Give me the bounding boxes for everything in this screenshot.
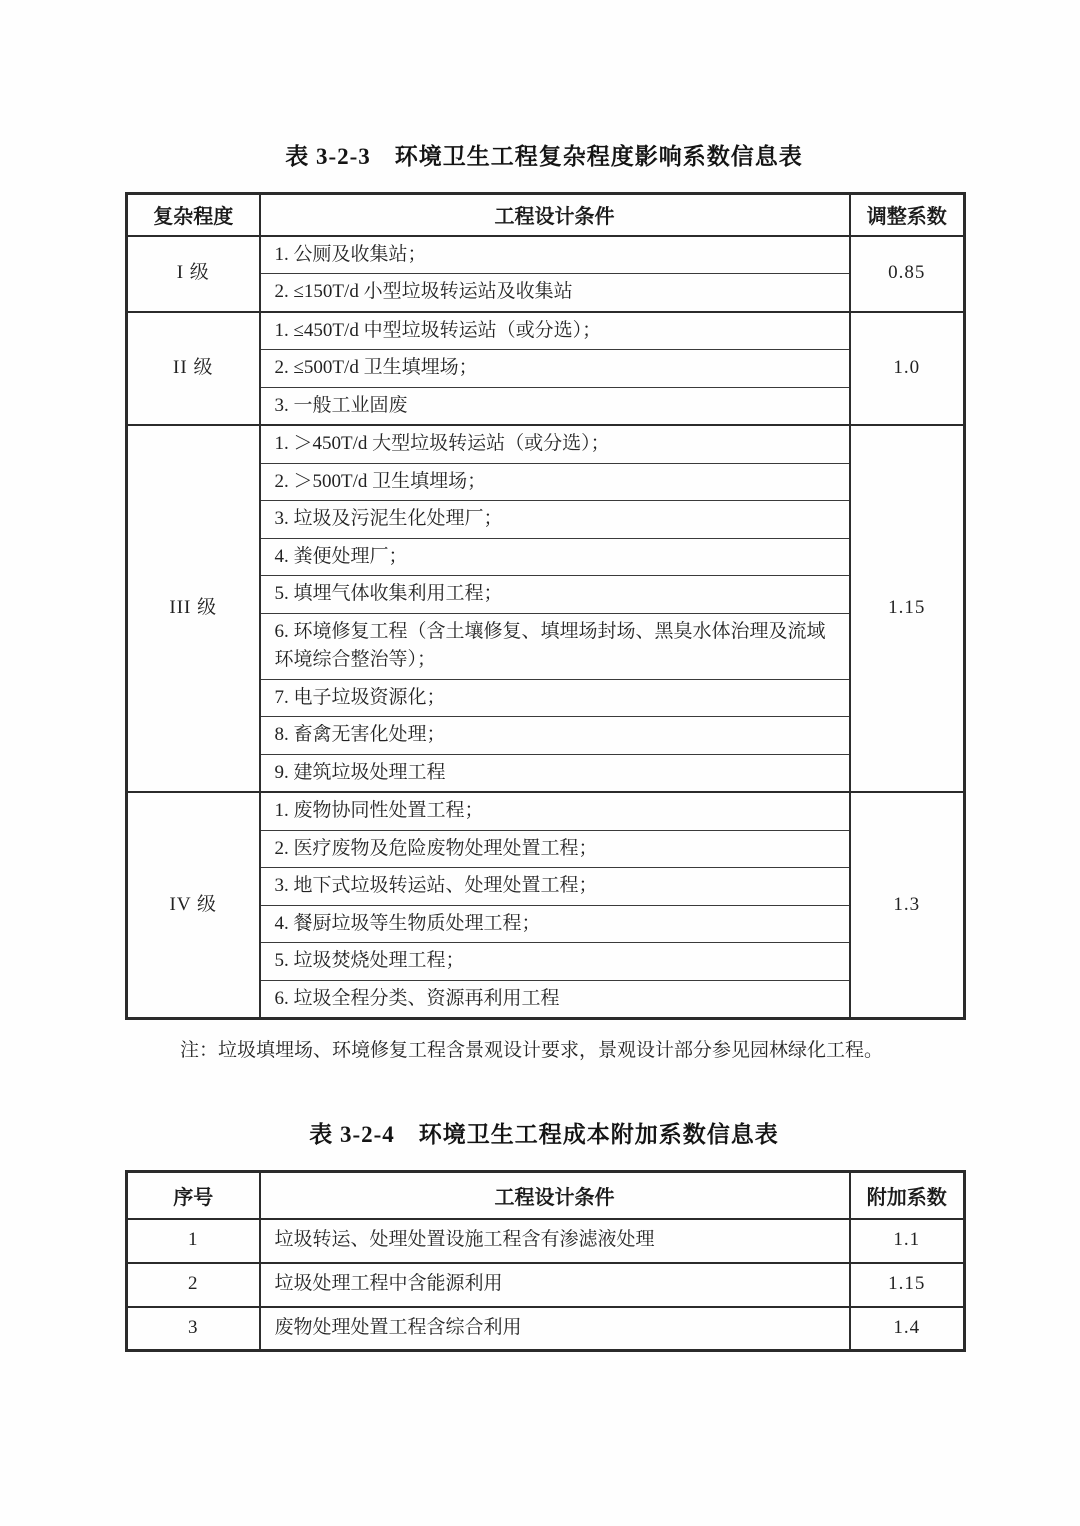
header-serial-number: 序号: [127, 1172, 260, 1219]
table-row: [127, 1307, 965, 1351]
header-adjustment-coefficient: 调整系数: [850, 194, 965, 236]
table-header-row: [127, 194, 965, 236]
design-condition-cell: 8. 畜禽无害化处理；: [260, 717, 850, 755]
header-addition-coefficient: 附加系数: [850, 1172, 965, 1219]
addition-coefficient-cell: 1.1: [850, 1219, 965, 1263]
design-condition-cell: 1. ≤450T/d 中型垃圾转运站（或分选）；: [260, 312, 850, 350]
table-row: [127, 792, 965, 830]
table-row: [127, 1263, 965, 1307]
adjustment-coefficient-cell: 0.85: [850, 236, 965, 312]
cost-addition-coefficient-table: [125, 1170, 966, 1352]
table-row: [127, 312, 965, 350]
complexity-level-cell: IV 级: [127, 792, 260, 1019]
design-condition-cell: 6. 环境修复工程（含土壤修复、填埋场封场、黑臭水体治理及流域环境综合整治等）；: [260, 613, 850, 679]
design-condition-cell: 2. ＞500T/d 卫生填埋场；: [260, 463, 850, 501]
design-condition-cell: 4. 粪便处理厂；: [260, 538, 850, 576]
serial-number-cell: 1: [127, 1219, 260, 1263]
design-condition-cell: 9. 建筑垃圾处理工程: [260, 754, 850, 792]
design-condition-cell: 2. 医疗废物及危险废物处理处置工程；: [260, 830, 850, 868]
design-condition-cell: 1. 废物协同性处置工程；: [260, 792, 850, 830]
table-row: [127, 1219, 965, 1263]
table-row: [127, 425, 965, 463]
design-condition-cell: 7. 电子垃圾资源化；: [260, 679, 850, 717]
addition-coefficient-cell: 1.15: [850, 1263, 965, 1307]
header-design-condition: 工程设计条件: [260, 194, 850, 236]
design-condition-cell: 3. 一般工业固废: [260, 387, 850, 425]
design-condition-cell: 4. 餐厨垃圾等生物质处理工程；: [260, 905, 850, 943]
table-3-2-4-title: 表 3-2-4 环境卫生工程成本附加系数信息表: [309, 1122, 779, 1147]
design-condition-cell: 2. ≤500T/d 卫生填埋场；: [260, 350, 850, 388]
table-note: 注：垃圾填埋场、环境修复工程含景观设计要求，景观设计部分参见园林绿化工程。: [180, 1040, 884, 1061]
design-condition-cell: 5. 填埋气体收集利用工程；: [260, 576, 850, 614]
adjustment-coefficient-cell: 1.15: [850, 425, 965, 792]
design-condition-cell: 2. ≤150T/d 小型垃圾转运站及收集站: [260, 274, 850, 312]
design-condition-cell: 3. 地下式垃圾转运站、处理处置工程；: [260, 868, 850, 906]
design-condition-cell: 5. 垃圾焚烧处理工程；: [260, 943, 850, 981]
design-condition-cell: 垃圾处理工程中含能源利用: [260, 1263, 850, 1307]
addition-coefficient-cell: 1.4: [850, 1307, 965, 1351]
design-condition-cell: 1. ＞450T/d 大型垃圾转运站（或分选）；: [260, 425, 850, 463]
design-condition-cell: 废物处理处置工程含综合利用: [260, 1307, 850, 1351]
design-condition-cell: 6. 垃圾全程分类、资源再利用工程: [260, 980, 850, 1019]
header-complexity-level: 复杂程度: [127, 194, 260, 236]
complexity-level-cell: I 级: [127, 236, 260, 312]
table-row: [127, 236, 965, 274]
complexity-level-cell: II 级: [127, 312, 260, 426]
design-condition-cell: 1. 公厕及收集站；: [260, 236, 850, 274]
serial-number-cell: 3: [127, 1307, 260, 1351]
serial-number-cell: 2: [127, 1263, 260, 1307]
table-header-row: [127, 1172, 965, 1219]
table-3-2-3-title: 表 3-2-3 环境卫生工程复杂程度影响系数信息表: [285, 144, 803, 169]
adjustment-coefficient-cell: 1.3: [850, 792, 965, 1019]
complexity-level-cell: III 级: [127, 425, 260, 792]
header-design-condition: 工程设计条件: [260, 1172, 850, 1219]
design-condition-cell: 垃圾转运、处理处置设施工程含有渗滤液处理: [260, 1219, 850, 1263]
complexity-coefficient-table: [125, 192, 966, 1020]
design-condition-cell: 3. 垃圾及污泥生化处理厂；: [260, 501, 850, 539]
adjustment-coefficient-cell: 1.0: [850, 312, 965, 426]
